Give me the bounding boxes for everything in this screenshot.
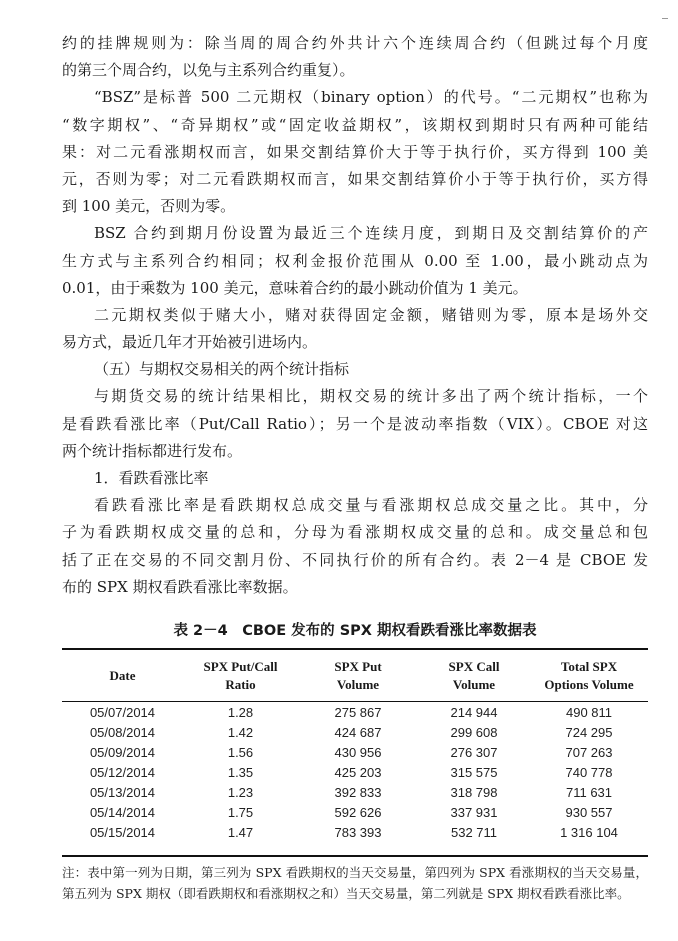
column-header-text: SPX Call (448, 658, 500, 674)
table-cell: 276 307 (450, 745, 498, 761)
column-header-text: Ratio (225, 676, 256, 692)
table-row (62, 723, 648, 743)
table-cell: 318 798 (450, 785, 498, 800)
table-cell: 490 811 (565, 705, 613, 721)
table-cell: 783 393 (334, 824, 382, 840)
table-row (62, 743, 648, 763)
note-line: 注：表中第一列为日期，第三列为 SPX 看跌期权的当天交易量，第四列为 SPX 看涨期权的当天交易量， (62, 865, 648, 880)
table-row (62, 763, 648, 783)
table-cell: 430 956 (334, 745, 382, 761)
column-header (298, 650, 418, 701)
table-cell: 930 557 (565, 804, 613, 820)
column-header (62, 650, 183, 701)
table-cell: 424 687 (334, 725, 382, 741)
table-cell: 05/08/2014 (89, 725, 156, 741)
text-line: （五）与期权交易相关的两个统计指标 (94, 360, 350, 379)
table-cell: 214 944 (450, 705, 498, 721)
table-row (62, 822, 648, 842)
text-line: “数字期权”、“奇异期权”或“固定收益期权”，该期权到期时只有两种可能结 (62, 115, 648, 134)
text-line: 两个统计指标都进行发布。 (62, 441, 243, 460)
table-cell: 05/14/2014 (89, 804, 156, 820)
table-cell: 05/12/2014 (89, 765, 156, 781)
column-header (530, 650, 648, 701)
text-line: 0.01，由于乘数为 100 美元，意味着合约的最小跳动价值为 1 美元。 (62, 278, 528, 297)
table-cell: 1.56 (227, 745, 254, 761)
table-cell: 337 931 (450, 804, 498, 820)
text-line: 1．看跌看涨比率 (94, 469, 209, 487)
text-line: 子为看跌期权成交量的总和，分母为看涨期权成交量的总和。成交量总和包 (62, 523, 648, 542)
text-line: 易方式，最近几年才开始被引进场内。 (62, 333, 318, 352)
table-note (62, 862, 648, 904)
table-bottom-rule (62, 855, 648, 857)
table-cell: 1.75 (227, 804, 254, 820)
body-text (62, 30, 648, 601)
data-table (62, 650, 648, 842)
table-cell: 1.35 (227, 765, 254, 781)
text-line: 与期货交易的统计结果相比，期权交易的统计多出了两个统计指标，一个 (94, 387, 648, 406)
table-cell: 05/15/2014 (89, 824, 156, 840)
column-header-text: Date (109, 667, 136, 683)
table-cell: 740 778 (565, 765, 613, 781)
text-line: 元，否则为零；对二元看跌期权而言，如果交割结算价小于等于执行价，买方得 (62, 169, 648, 188)
column-header-text: Total SPX (560, 658, 618, 674)
text-line: BSZ 合约到期月份设置为最近三个连续月度，到期日及交割结算价的产 (94, 224, 648, 243)
table-cell: 592 626 (334, 804, 382, 820)
column-header-text: Volume (452, 676, 496, 692)
column-header (183, 650, 298, 701)
table-cell: 1 316 104 (560, 824, 618, 840)
table-cell: 532 711 (450, 824, 498, 840)
table-cell: 1.42 (227, 725, 254, 741)
text-line: “BSZ”是标普 500 二元期权（binary option）的代号。“二元期权”也称为 (94, 88, 648, 107)
table-cell: 05/07/2014 (89, 705, 156, 721)
text-line: 约的挂牌规则为：除当周的周合约外共计六个连续周合约（但跳过每个月度 (62, 34, 648, 52)
table-title: 表 2－4 CBOE 发布的 SPX 期权看跌看涨比率数据表 (173, 623, 537, 639)
table-body (62, 701, 648, 842)
table-cell: 299 608 (450, 725, 498, 741)
table-cell: 724 295 (565, 725, 613, 741)
note-line: 第五列为 SPX 期权（即看跌期权和看涨期权之和）当天交易量，第二列就是 SPX 期权看跌看涨比率。 (62, 886, 630, 901)
table-cell: 1.47 (227, 824, 254, 840)
text-line: 到 100 美元，否则为零。 (62, 197, 236, 216)
table-row (62, 783, 648, 803)
column-header (418, 650, 530, 701)
table-cell: 315 575 (450, 765, 498, 781)
table-cell: 05/13/2014 (89, 785, 156, 800)
table-cell: 392 833 (334, 785, 382, 800)
column-header-text: Volume (336, 676, 380, 692)
table-cell: 05/09/2014 (89, 745, 156, 761)
text-line: 是看跌看涨比率（Put/Call Ratio）；另一个是波动率指数（VIX）。CBOE 对这 (62, 414, 648, 433)
column-header-text: SPX Put (334, 658, 382, 674)
table-cell: 1.23 (227, 785, 254, 800)
text-line: 生方式与主系列合约相同；权利金报价范围从 0.00 至 1.00，最小跳动点为 (62, 251, 648, 270)
column-header-text: SPX Put/Call (203, 658, 278, 674)
table-cell: 1.28 (227, 705, 254, 721)
table-row (62, 701, 648, 723)
text-line: 括了正在交易的不同交割月份、不同执行价的所有合约。表 2－4 是 CBOE 发 (62, 550, 648, 569)
table-header-row (62, 650, 648, 701)
table-cell: 707 263 (565, 745, 613, 761)
text-line: 的第三个周合约，以免与主系列合约重复）。 (62, 61, 355, 80)
text-line: 二元期权类似于赌大小，赌对获得固定金额，赌错则为零，原本是场外交 (94, 305, 648, 324)
table-cell: 275 867 (334, 705, 382, 721)
table-cell: 711 631 (565, 785, 613, 800)
text-line: 布的 SPX 期权看跌看涨比率数据。 (62, 577, 298, 596)
table-row (62, 802, 648, 822)
column-header-text: Options Volume (544, 676, 634, 692)
text-line: 看跌看涨比率是看跌期权总成交量与看涨期权总成交量之比。其中，分 (94, 496, 648, 515)
table-cell: 425 203 (334, 765, 382, 781)
page-edge-mark (662, 18, 668, 19)
text-line: 果：对二元看涨期权而言，如果交割结算价大于等于执行价，买方得到 100 美 (62, 142, 648, 161)
